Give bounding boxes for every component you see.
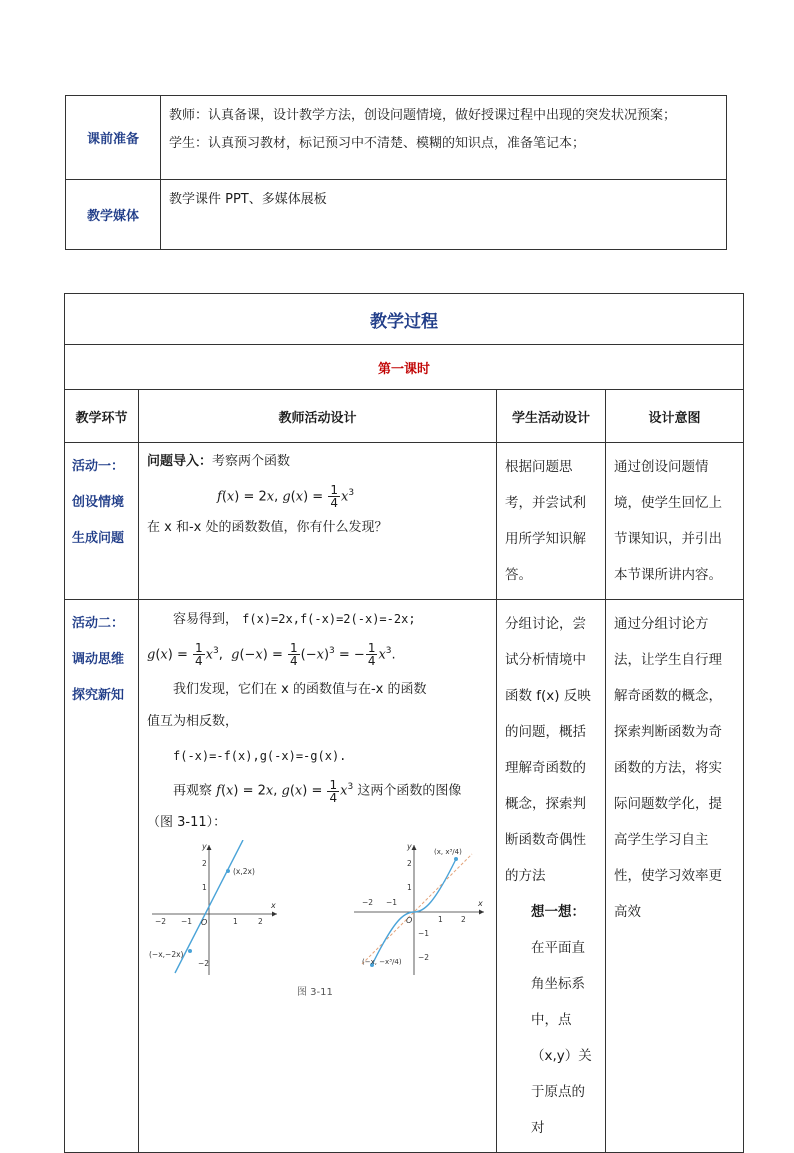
prep-table bbox=[65, 95, 727, 250]
graph-cubic-tick-ym1: −1 bbox=[418, 928, 430, 938]
activity1-label bbox=[65, 443, 139, 600]
graph-cubic-origin: O bbox=[406, 915, 413, 925]
activity1-label-line1: 活动一： bbox=[72, 459, 125, 474]
graph-linear bbox=[147, 840, 287, 980]
activity2-line6-text: 再观察 bbox=[173, 783, 213, 799]
activity2-label-line3: 探究新知 bbox=[72, 688, 125, 703]
graph-linear-origin: O bbox=[201, 917, 208, 927]
activity2-line7: （图 3-11）： bbox=[147, 814, 227, 830]
graph-linear-tick-ym2: −2 bbox=[198, 958, 210, 968]
graph-cubic-y-label: y bbox=[407, 841, 412, 851]
activity2-teacher bbox=[139, 600, 497, 1153]
activity2-label bbox=[65, 600, 139, 1153]
graph-linear-x-label: x bbox=[271, 900, 276, 910]
header-stage: 教学环节 bbox=[65, 390, 139, 443]
activity1-label-line2: 创设情境 bbox=[72, 495, 125, 510]
activity2-think-bold: 想一想： bbox=[531, 904, 585, 920]
graph-linear-tick-x1: 1 bbox=[233, 916, 238, 926]
activity1-question: 在 x 和-x 处的函数数值，你有什么发现？ bbox=[147, 520, 388, 536]
media-content: 教学课件 PPT、多媒体展板 bbox=[161, 180, 727, 250]
header-student: 学生活动设计 bbox=[497, 390, 606, 443]
graph-linear-y-label: y bbox=[202, 841, 207, 851]
activity2-g-formula: g(x) = $\frac{1}{4}$ $x^3$, g(−x) = $\frac{1}{4}$ $(-x)^3$ = − $\frac{1}{4}$ $x^3$. bbox=[147, 641, 396, 669]
graph-cubic-label-bottom: (−x, −x³/4) bbox=[362, 957, 402, 966]
activity2-line6: 再观察 f(x) = 2x, g(x) = $\frac{1}{4}$ $x^3$ 这两个函数的图像 bbox=[173, 777, 462, 805]
activity2-student-main: 分组讨论，尝试分析情境中函数 f(x) 反映的问题，概括理解奇函数的概念，探索判断函数奇偶性的方法 bbox=[505, 616, 591, 884]
graph-cubic-point-top bbox=[454, 857, 458, 861]
graph-cubic-tick-x2: 2 bbox=[461, 914, 466, 924]
activity1-teacher bbox=[139, 443, 497, 600]
graph-cubic-tick-y1: 1 bbox=[407, 882, 412, 892]
activity2-student bbox=[497, 600, 606, 1153]
media-label: 教学媒体 bbox=[66, 180, 161, 250]
graph-linear-tick-xm1: −1 bbox=[181, 916, 193, 926]
activity2-label-line1: 活动二： bbox=[72, 616, 125, 631]
graph-cubic-tick-y2: 2 bbox=[407, 858, 412, 868]
graph-linear-tick-y1: 1 bbox=[202, 882, 207, 892]
activity1-formula: f(x) = 2x, g(x) = $\frac{1}{4}$ $x^3$ bbox=[217, 483, 355, 511]
graph-cubic bbox=[352, 840, 492, 980]
activity2-line6-rest: 这两个函数的图像 bbox=[357, 783, 462, 799]
graph-linear-y-arrow bbox=[207, 845, 212, 850]
activity2-line1 bbox=[147, 606, 488, 633]
process-title: 教学过程 bbox=[65, 294, 744, 345]
activity2-line4: 值互为相反数， bbox=[147, 714, 239, 730]
process-subtitle: 第一课时 bbox=[65, 345, 744, 390]
activity2-line1-text: 容易得到， bbox=[173, 612, 239, 627]
activity2-line1-formula: f(x)=2x,f(-x)=2(-x)=-2x; bbox=[242, 612, 416, 626]
graph-linear-tick-x2: 2 bbox=[258, 916, 263, 926]
graph-cubic-tick-xm1: −1 bbox=[386, 897, 398, 907]
graph-linear-label-bottom: (−x,−2x) bbox=[149, 949, 184, 959]
prep-teacher: 教师：认真备课，设计教学方法，创设问题情境，做好授课过程中出现的突发状况预案； bbox=[169, 108, 677, 123]
graph-cubic-tick-ym2: −2 bbox=[418, 952, 430, 962]
graph-cubic-x-arrow bbox=[479, 909, 484, 914]
activity1-intent: 通过创设问题情境，使学生回忆上节课知识，并引出本节课所讲内容。 bbox=[606, 443, 744, 600]
activity2-think bbox=[505, 894, 597, 1146]
activity2-think-rest: 在平面直角坐标系中，点（x,y）关于原点的对 bbox=[531, 940, 592, 1136]
graph-linear-x-arrow bbox=[272, 911, 277, 916]
graph-cubic-tick-x1: 1 bbox=[438, 914, 443, 924]
activity1-lead bbox=[147, 449, 488, 475]
graph-cubic-reference-line bbox=[362, 854, 472, 964]
graph-cubic-label-top: (x, x³/4) bbox=[434, 847, 462, 856]
graph-cubic-y-arrow bbox=[412, 845, 417, 850]
figure-3-11 bbox=[147, 840, 488, 998]
prep-student: 学生：认真预习教材，标记预习中不清楚、模糊的知识点，准备笔记本； bbox=[169, 136, 586, 151]
graph-linear-tick-xm2: −2 bbox=[155, 916, 167, 926]
activity2-line3: 我们发现，它们在 x 的函数值与在-x 的函数 bbox=[173, 682, 427, 698]
activity1-lead-bold: 问题导入： bbox=[147, 454, 213, 469]
activity2-intent: 通过分组讨论方法，让学生自行理解奇函数的概念，探索判断函数为奇函数的方法，将实际问题数学化，提高学生学习自主性，使学习效率更高效 bbox=[606, 600, 744, 1153]
graph-cubic-x-label: x bbox=[478, 898, 483, 908]
activity1-label-line3: 生成问题 bbox=[72, 531, 125, 546]
graph-linear-label-top: (x,2x) bbox=[233, 866, 255, 876]
header-teacher: 教师活动设计 bbox=[139, 390, 497, 443]
activity1-lead-rest: 考察两个函数 bbox=[212, 454, 291, 469]
figure-caption: 图 3-11 bbox=[297, 986, 333, 998]
process-table bbox=[64, 293, 744, 1153]
activity2-line5: f(-x)=-f(x),g(-x)=-g(x). bbox=[173, 749, 347, 764]
graph-cubic-tick-xm2: −2 bbox=[362, 897, 374, 907]
activity1-student: 根据问题思考，并尝试利用所学知识解答。 bbox=[497, 443, 606, 600]
prep-label: 课前准备 bbox=[66, 96, 161, 180]
header-intent: 设计意图 bbox=[606, 390, 744, 443]
prep-content bbox=[161, 96, 727, 180]
graph-linear-point-bottom bbox=[188, 949, 192, 953]
graph-linear-tick-y2: 2 bbox=[202, 858, 207, 868]
activity2-label-line2: 调动思维 bbox=[72, 652, 125, 667]
graph-linear-point-top bbox=[226, 869, 230, 873]
